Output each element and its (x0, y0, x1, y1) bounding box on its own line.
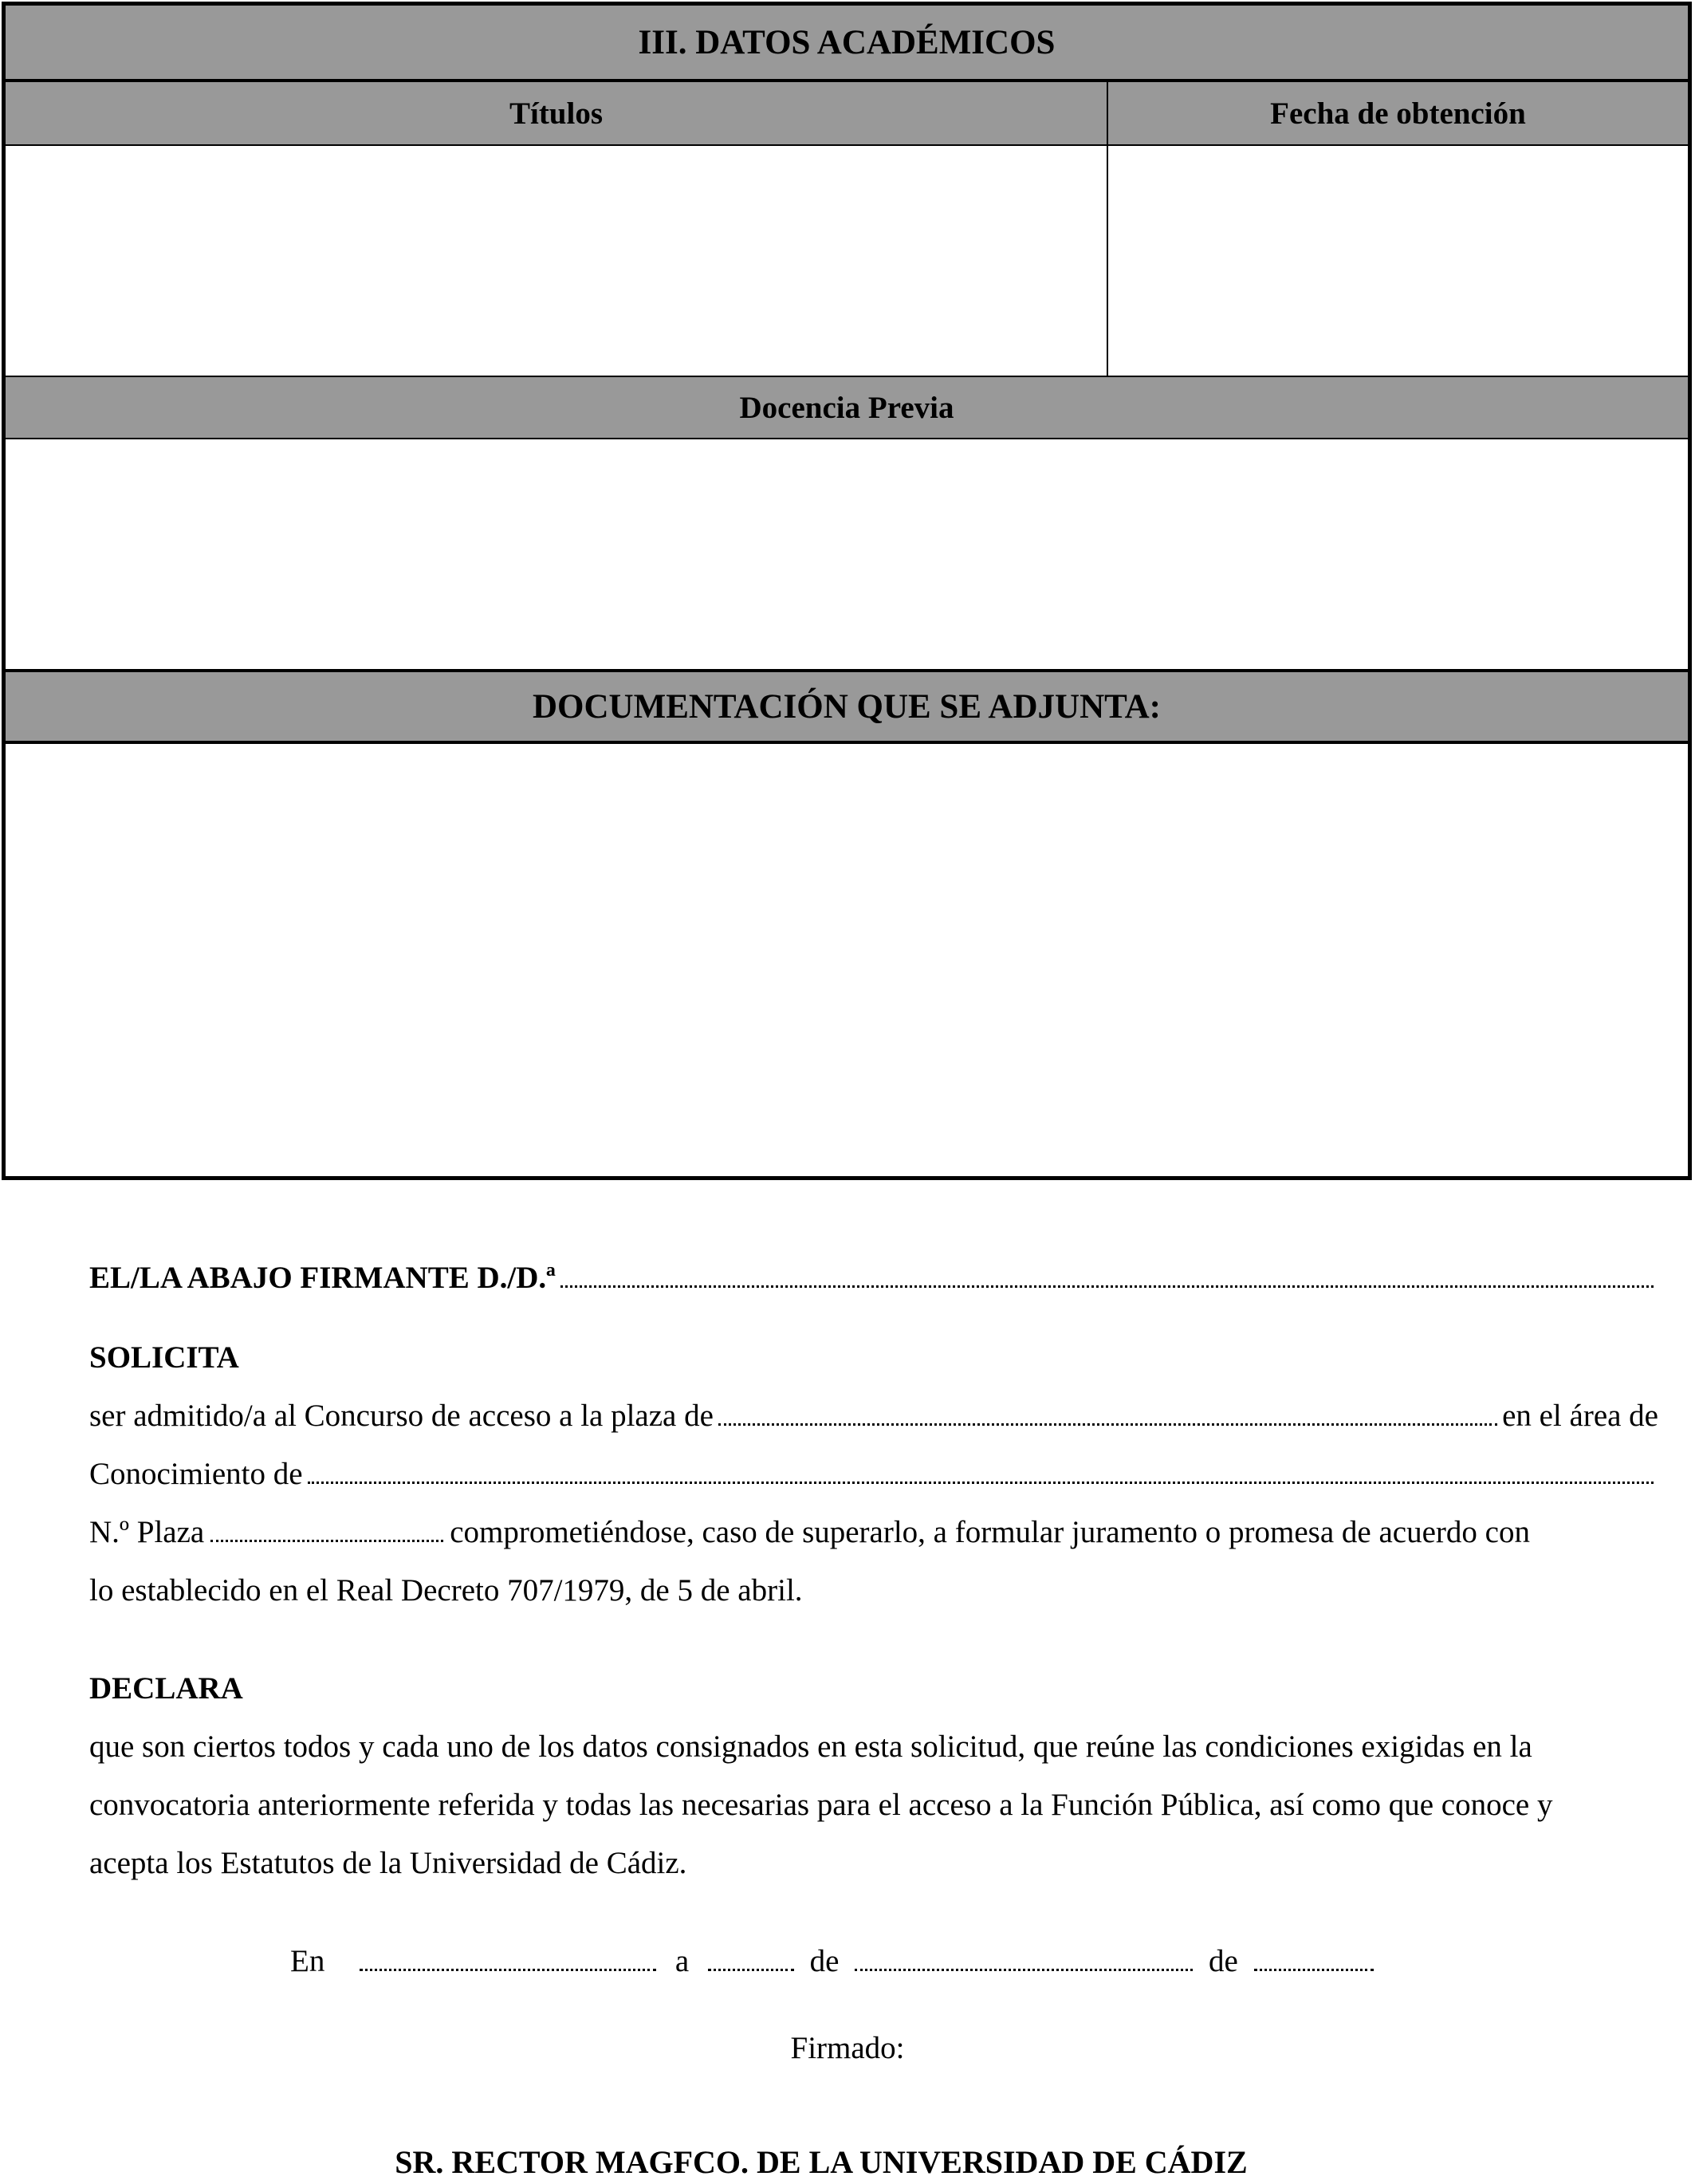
anio-field[interactable] (1254, 1964, 1374, 1971)
declara-line-1: que son ciertos todos y cada uno de los datos consignados en esta solicitud, que reúne las condiciones exigidas en la (89, 1729, 1532, 1764)
column-header-fecha: Fecha de obtención (1270, 96, 1526, 131)
plaza-field[interactable] (718, 1419, 1497, 1426)
titulos-entry-field[interactable] (6, 146, 1107, 376)
place-date-de: de (1208, 1944, 1238, 1978)
firmado-label: Firmado: (790, 2031, 905, 2065)
solicita-line-2 (89, 1456, 1658, 1492)
docencia-previa-entry-field[interactable] (6, 439, 1688, 669)
declara-line-2: convocatoria anteriormente referida y todas las necesarias para el acceso a la Función Pública, así como que conoce y (89, 1788, 1553, 1822)
firmante-line (89, 1260, 1658, 1296)
place-date-en: En (290, 1944, 325, 1978)
docencia-previa-header: Docencia Previa (739, 390, 954, 425)
docencia-header-row (6, 377, 1688, 438)
place-date-line (290, 1943, 1374, 1979)
column-header-titulos: Títulos (509, 96, 604, 131)
solicita-text: en el área de (1502, 1399, 1658, 1433)
section-title: III. DATOS ACADÉMICOS (638, 23, 1056, 61)
place-date-de: de (809, 1944, 840, 1978)
solicita-line-3 (89, 1514, 1658, 1550)
solicita-line-4: lo establecido en el Real Decreto 707/1979, de 5 de abril. (89, 1573, 803, 1608)
datos-academicos-table (2, 2, 1692, 1180)
lugar-field[interactable] (360, 1964, 656, 1971)
column-header-row (6, 82, 1688, 144)
solicita-line-1 (89, 1398, 1658, 1434)
solicita-text: comprometiéndose, caso de superarlo, a formular juramento o promesa de acuerdo con (450, 1515, 1530, 1549)
solicita-text: ser admitido/a al Concurso de acceso a la plaza de (89, 1399, 714, 1433)
addressee: SR. RECTOR MAGFCO. DE LA UNIVERSIDAD DE CÁDIZ (395, 2144, 1248, 2180)
solicita-text: Conocimiento de (89, 1457, 303, 1491)
documentacion-header-row (6, 672, 1688, 741)
solicita-heading: SOLICITA (89, 1340, 239, 1375)
documentacion-entry-field[interactable] (6, 744, 1688, 1176)
documentacion-header: DOCUMENTACIÓN QUE SE ADJUNTA: (533, 687, 1161, 726)
declara-line-3: acepta los Estatutos de la Universidad de Cádiz. (89, 1846, 687, 1880)
declara-heading: DECLARA (89, 1671, 243, 1706)
solicita-text: N.º Plaza (89, 1515, 205, 1549)
firmante-name-field[interactable] (560, 1281, 1654, 1288)
fecha-obtencion-entry-field[interactable] (1108, 146, 1688, 376)
firmante-label: EL/LA ABAJO FIRMANTE D./D.ª (89, 1261, 556, 1295)
section-title-row (6, 6, 1688, 79)
place-date-a: a (674, 1944, 690, 1978)
dia-field[interactable] (708, 1964, 794, 1971)
mes-field[interactable] (855, 1964, 1193, 1971)
numero-plaza-field[interactable] (210, 1535, 443, 1542)
area-conocimiento-field[interactable] (308, 1477, 1654, 1484)
